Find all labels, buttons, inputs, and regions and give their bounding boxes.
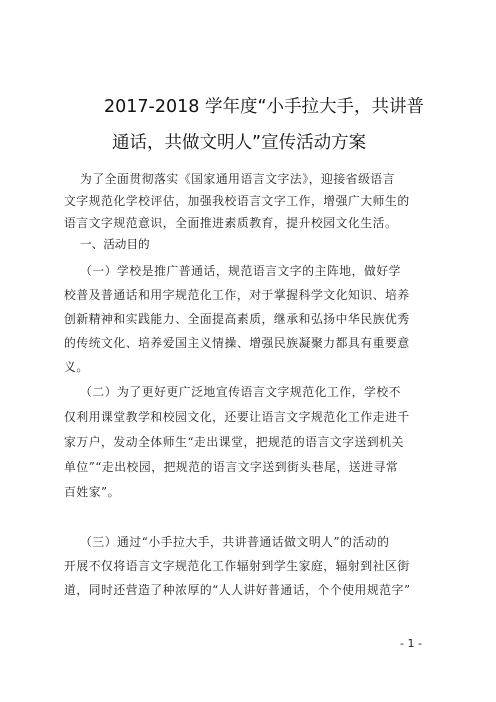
paragraph-line: 创新精神和实践能力、全面提高素质，继承和弘扬中华民族优秀 [64, 312, 410, 326]
paragraph-line: （二）为了更好更广泛地宣传语言文字规范化工作，学校不 [80, 385, 402, 399]
intro-line: 语言文字规范意识，全面推进素质教育，提升校园文化生活。 [64, 216, 398, 230]
document-title-line-2: 通话，共做文明人”宣传活动方案 [112, 133, 367, 153]
paragraph-line: （一）学校是推广普通话，规范语言文字的主阵地，做好学 [80, 264, 402, 278]
paragraph-line: 的传统文化、培养爱国主义情操、增强民族凝聚力都具有重要意 [64, 336, 410, 350]
paragraph-line: 义。 [64, 360, 89, 374]
paragraph-line: 道，同时还营造了种浓厚的“人人讲好普通话，个个使用规范字” [64, 583, 411, 597]
paragraph-line: 校普及普通话和用字规范化工作，对于掌握科学文化知识、培养 [64, 288, 410, 302]
paragraph-line: 单位”“走出校园，把规范的语言文字送到街头巷尾，送进寻常 [64, 460, 399, 474]
document-title-line-1: 2017-2018 学年度“小手拉大手，共讲普 [104, 97, 425, 117]
paragraph-line: （三）通过“小手拉大手，共讲普通话做文明人”的活动的 [80, 535, 390, 549]
paragraph-line: 家万户，发动全体师生“走出课堂，把规范的语言文字送到机关 [64, 435, 404, 449]
intro-line: 文字规范化学校评估，加强我校语言文字工作，增强广大师生的 [64, 194, 410, 208]
paragraph-line: 百姓家”。 [64, 485, 120, 499]
page-number: - 1 - [400, 637, 422, 650]
section-heading-objectives: 一、活动目的 [80, 237, 150, 251]
intro-line: 为了全面贯彻落实《国家通用语言文字法》，迎接省级语言 [80, 172, 396, 186]
paragraph-line: 开展不仅将语言文字规范化工作辐射到学生家庭，辐射到社区街 [64, 559, 410, 573]
paragraph-line: 仅利用课堂教学和校园文化，还要让语言文字规范化工作走进千 [64, 410, 410, 424]
